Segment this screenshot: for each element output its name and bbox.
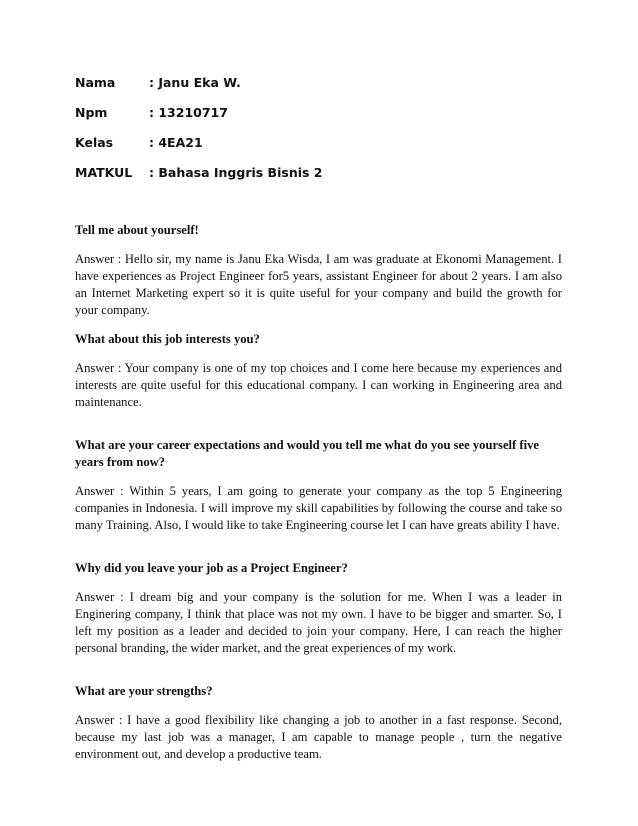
student-info — [75, 68, 323, 188]
answer: Answer : Hello sir, my name is Janu Eka Wisda, I am was graduate at Ekonomi Management. I have experiences as Project Engineer for5 years, assistant Engineer for about 2 years. I am also an Internet Marketing expert so it is quite useful for your company and build the growth for your company. — [75, 252, 562, 317]
question: What are your strengths? — [75, 684, 213, 698]
info-value: : 4EA21 — [149, 135, 203, 150]
question: What about this job interests you? — [75, 332, 260, 346]
info-value: : Janu Eka W. — [149, 75, 241, 90]
answer: Answer : Within 5 years, I am going to generate your company as the top 5 Engineering companies in Indonesia. I will improve my skill capabilities by following the course and take so many Training. Also, I would like to take Engineering course let I can have greats ability I have. — [75, 484, 562, 532]
question: Tell me about yourself! — [75, 223, 199, 237]
answer: Answer : Your company is one of my top choices and I come here because my experiences and interests are quite useful for this educational company. I can working in Engineering area and maintenance. — [75, 361, 562, 409]
info-row-matkul — [75, 158, 323, 188]
answer: Answer : I have a good flexibility like changing a job to another in a fast response. Second, because my last job was a manager, I am capable to manage people , turn the negative environment out, and develop a productive team. — [75, 713, 562, 761]
info-row-kelas — [75, 128, 323, 158]
info-label: Nama — [75, 75, 116, 90]
info-label: Npm — [75, 105, 108, 120]
info-row-npm — [75, 98, 323, 128]
question: Why did you leave your job as a Project Engineer? — [75, 561, 348, 575]
info-value: : Bahasa Inggris Bisnis 2 — [149, 165, 323, 180]
answer: Answer : I dream big and your company is the solution for me. When I was a leader in Enginering company, I think that place was not my own. I have to be bigger and smarter. So, I left my position as a leader and decided to join your company. Here, I can reach the higher personal branding, the wider market, and the great experiences of my work. — [75, 590, 562, 655]
question: What are your career expectations and would you tell me what do you see yourself five years from now? — [75, 438, 539, 469]
interview-qa — [75, 222, 562, 763]
info-label: Kelas — [75, 135, 114, 150]
info-label: MATKUL — [75, 165, 133, 180]
info-value: : 13210717 — [149, 105, 228, 120]
info-row-nama — [75, 68, 323, 98]
